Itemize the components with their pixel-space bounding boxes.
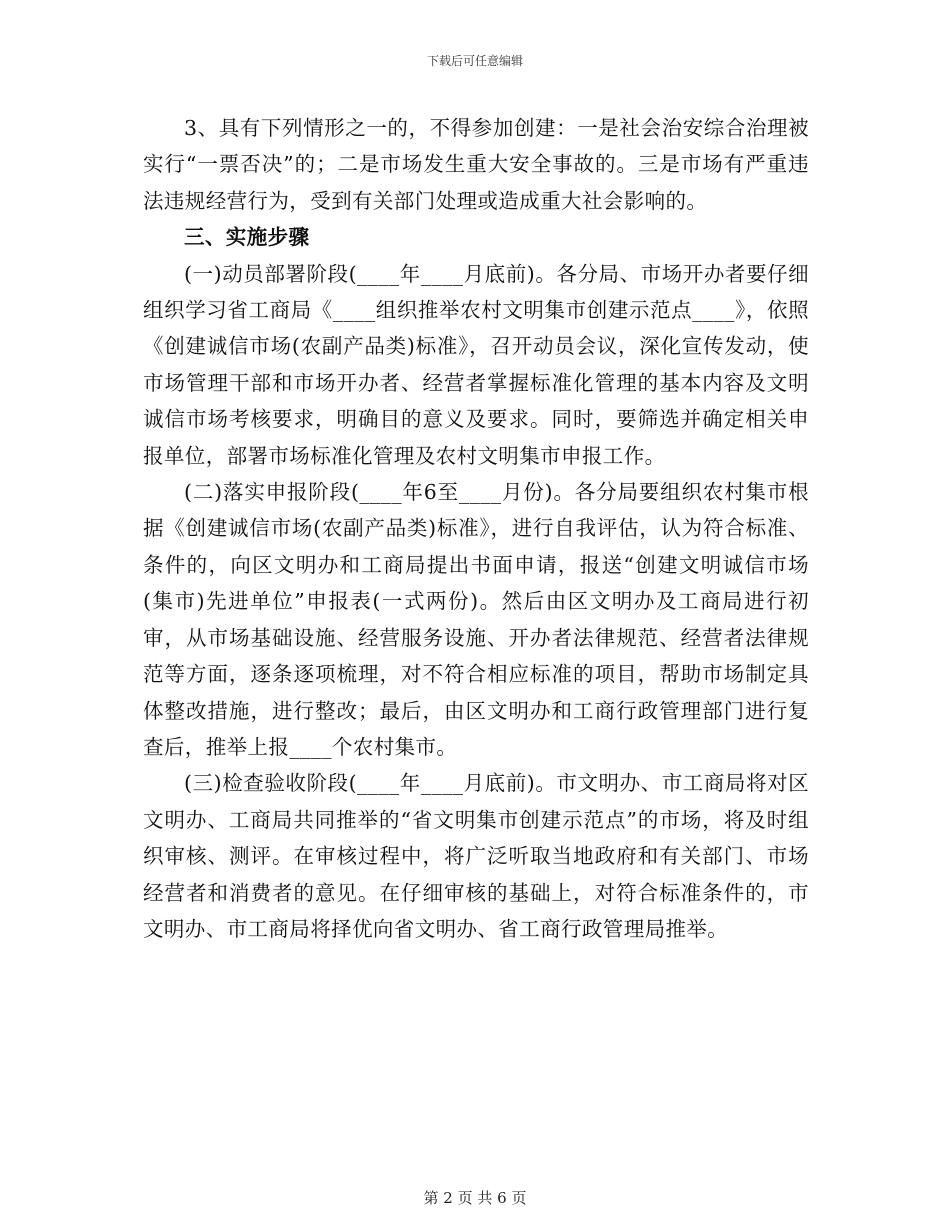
- page-header: 下载后可任意编辑: [426, 54, 523, 68]
- page-number-footer: 第 2 页 共 6 页: [423, 1189, 527, 1207]
- section-heading-implementation-steps: 三、实施步骤: [184, 225, 310, 250]
- paragraph-mobilization-stage: (一)动员部署阶段(____年____月底前)。各分局、市场开办者要仔细组织学习省工商局《____组织推举农村文明集市创建示范点____》，依照《创建诚信市场(农副产品类)标准》，召开动员会议，深化宣传发动，使市场管理干部和市场开办者、经营者掌握标准化管理的基本内容及文明诚信市场考核要求，明确目的意义及要求。同时，要筛选并确定相关申报单位，部署市场标准化管理及农村文明集市申报工作。: [143, 261, 809, 468]
- paragraph-application-stage: (二)落实申报阶段(____年6至____月份)。各分局要组织农村集市根据《创建诚信市场(农副产品类)标准》，进行自我评估，认为符合标准、条件的，向区文明办和工商局提出书面申请，报送“创建文明诚信市场(集市)先进单位”申报表(一式两份)。然后由区文明办及工商局进行初审，从市场基础设施、经营服务设施、开办者法律规范、经营者法律规范等方面，逐条逐项梳理，对不符合相应标准的项目，帮助市场制定具体整改措施，进行整改；最后，由区文明办和工商行政管理部门进行复查后，推举上报____个农村集市。: [143, 480, 809, 759]
- document-body: [143, 110, 809, 947]
- paragraph-inspection-stage: (三)检查验收阶段(____年____月底前)。市文明办、市工商局将对区文明办、工商局共同推举的“省文明集市创建示范点”的市场，将及时组织审核、测评。在审核过程中，将广泛听取当地政府和有关部门、市场经营者和消费者的意见。在仔细审核的基础上，对符合标准条件的，市文明办、市工商局将择优向省文明办、省工商行政管理局推举。: [143, 771, 809, 941]
- paragraph-ineligibility-conditions: 3、具有下列情形之一的，不得参加创建：一是社会治安综合治理被实行“一票否决”的；二是市场发生重大安全事故的。三是市场有严重违法违规经营行为，受到有关部门处理或造成重大社会影响的。: [143, 116, 809, 213]
